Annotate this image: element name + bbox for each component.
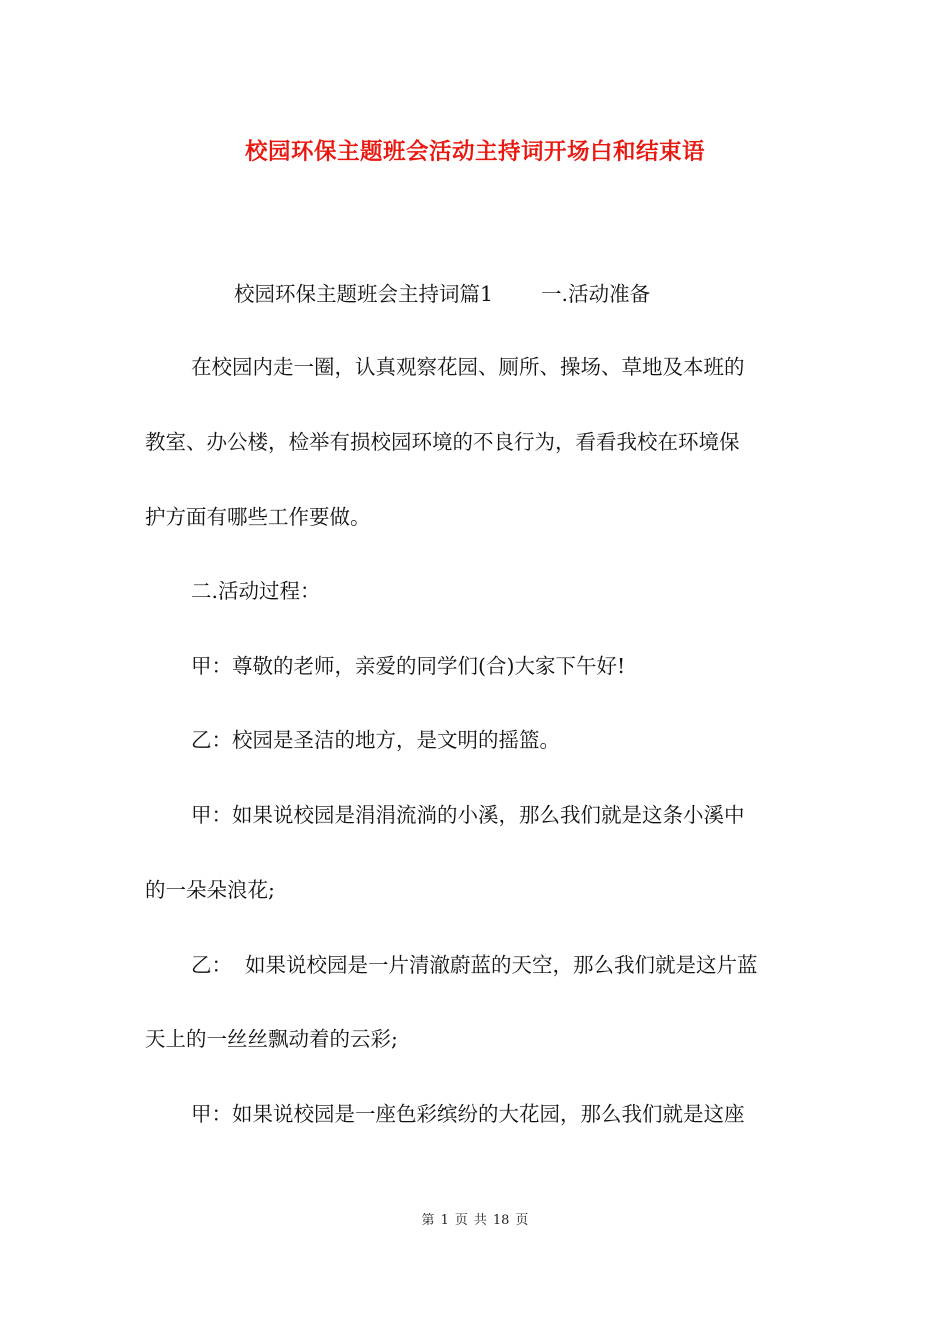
footer-page-label: 第 bbox=[421, 1213, 435, 1228]
footer-total-pages: 18 bbox=[492, 1213, 510, 1228]
paragraph-line: 甲：尊敬的老师，亲爱的同学们(合)大家下午好! bbox=[191, 654, 626, 678]
paragraph-line: 乙：校园是圣洁的地方，是文明的摇篮。 bbox=[191, 728, 560, 752]
subheading-activity-prep: 一.活动准备 bbox=[541, 282, 651, 306]
footer-total-label: 共 bbox=[473, 1213, 487, 1228]
paragraph-line: 护方面有哪些工作要做。 bbox=[145, 505, 371, 529]
paragraph-line: 在校园内走一圈，认真观察花园、厕所、操场、草地及本班的 bbox=[191, 355, 745, 379]
footer-page-number: 1 bbox=[440, 1213, 449, 1228]
section-title: 校园环保主题班会主持词篇1 bbox=[234, 282, 494, 306]
footer-total-unit: 页 bbox=[515, 1213, 529, 1228]
paragraph-line: 乙： 如果说校园是一片清澈蔚蓝的天空，那么我们就是这片蓝 bbox=[191, 953, 758, 977]
document-title: 校园环保主题班会活动主持词开场白和结束语 bbox=[244, 139, 705, 165]
paragraph-line: 甲：如果说校园是一座色彩缤纷的大花园，那么我们就是这座 bbox=[191, 1102, 745, 1126]
paragraph-line: 的一朵朵浪花; bbox=[145, 878, 275, 902]
paragraph-line: 天上的一丝丝飘动着的云彩; bbox=[145, 1027, 398, 1051]
paragraph-line: 教室、办公楼，检举有损校园环境的不良行为，看看我校在环境保 bbox=[145, 430, 740, 454]
page-footer bbox=[0, 1209, 950, 1228]
paragraph-line: 甲：如果说校园是涓涓流淌的小溪，那么我们就是这条小溪中 bbox=[191, 803, 745, 827]
subheading-activity-process: 二.活动过程： bbox=[191, 579, 321, 603]
section-heading-line bbox=[234, 279, 904, 309]
footer-page-unit: 页 bbox=[454, 1213, 468, 1228]
